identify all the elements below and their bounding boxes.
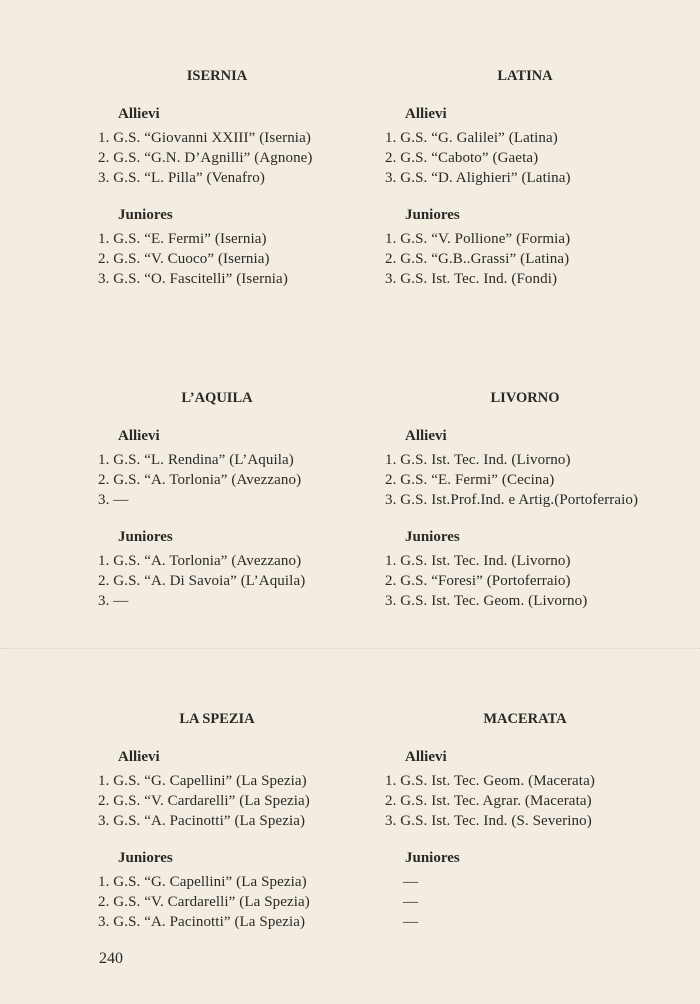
allievi-list-item: 3. –– xyxy=(98,492,129,508)
allievi-list-item: 1. G.S. “G. Capellini” (La Spezia) xyxy=(98,773,307,789)
juniores-list-item: –– xyxy=(403,894,419,910)
allievi-list-item: 1. G.S. “L. Rendina” (L’Aquila) xyxy=(98,452,294,468)
allievi-heading: Allievi xyxy=(405,428,447,444)
allievi-list-item: 2. G.S. “Caboto” (Gaeta) xyxy=(385,150,539,166)
province-title: LIVORNO xyxy=(490,390,560,406)
allievi-list-item: 3. G.S. “L. Pilla” (Venafro) xyxy=(98,170,265,186)
juniores-list-item: 1. G.S. Ist. Tec. Ind. (Livorno) xyxy=(385,553,571,569)
page-fold-line xyxy=(0,648,700,649)
allievi-heading: Allievi xyxy=(405,106,447,122)
province-section xyxy=(98,709,336,932)
juniores-heading: Juniores xyxy=(118,850,173,866)
allievi-list-item: 2. G.S. “G.N. D’Agnilli” (Agnone) xyxy=(98,150,313,166)
juniores-heading: Juniores xyxy=(118,529,173,545)
allievi-list-item: 1. G.S. Ist. Tec. Ind. (Livorno) xyxy=(385,452,571,468)
juniores-list-item: 1. G.S. “V. Pollione” (Formia) xyxy=(385,231,571,247)
juniores-list-item: 2. G.S. “V. Cardarelli” (La Spezia) xyxy=(98,894,310,910)
province-title: LA SPEZIA xyxy=(179,711,255,727)
allievi-list-item: 3. G.S. Ist. Tec. Ind. (S. Severino) xyxy=(385,813,592,829)
allievi-list-item: 1. G.S. “G. Galilei” (Latina) xyxy=(385,130,558,146)
juniores-list-item: 1. G.S. “A. Torlonia” (Avezzano) xyxy=(98,553,302,569)
province-title: ISERNIA xyxy=(186,68,248,84)
juniores-list-item: 1. G.S. “E. Fermi” (Isernia) xyxy=(98,231,267,247)
juniores-list-item: 2. G.S. “G.B..Grassi” (Latina) xyxy=(385,251,570,267)
juniores-list-item: 2. G.S. “V. Cuoco” (Isernia) xyxy=(98,251,270,267)
allievi-list-item: 3. G.S. “D. Alighieri” (Latina) xyxy=(385,170,571,186)
allievi-heading: Allievi xyxy=(405,749,447,765)
juniores-list-item: 3. G.S. Ist. Tec. Ind. (Fondi) xyxy=(385,271,558,287)
juniores-list-item: 3. G.S. Ist. Tec. Geom. (Livorno) xyxy=(385,593,588,609)
province-title: LATINA xyxy=(497,68,553,84)
province-section xyxy=(98,66,336,289)
allievi-list-item: 3. G.S. “A. Pacinotti” (La Spezia) xyxy=(98,813,306,829)
province-title: MACERATA xyxy=(483,711,567,727)
allievi-heading: Allievi xyxy=(118,749,160,765)
juniores-heading: Juniores xyxy=(118,207,173,223)
juniores-list-item: 2. G.S. “A. Di Savoia” (L’Aquila) xyxy=(98,573,306,589)
juniores-list-item: –– xyxy=(403,874,419,890)
juniores-list-item: 3. G.S. “O. Fascitelli” (Isernia) xyxy=(98,271,288,287)
page-number: 240 xyxy=(99,950,123,967)
juniores-list-item: –– xyxy=(403,914,419,930)
province-section xyxy=(385,66,675,289)
province-title: L’AQUILA xyxy=(181,390,253,406)
allievi-heading: Allievi xyxy=(118,106,160,122)
juniores-list-item: 1. G.S. “G. Capellini” (La Spezia) xyxy=(98,874,307,890)
allievi-heading: Allievi xyxy=(118,428,160,444)
allievi-list-item: 1. G.S. “Giovanni XXIII” (Isernia) xyxy=(98,130,311,146)
juniores-list-item: 3. G.S. “A. Pacinotti” (La Spezia) xyxy=(98,914,306,930)
allievi-list-item: 2. G.S. Ist. Tec. Agrar. (Macerata) xyxy=(385,793,592,809)
juniores-heading: Juniores xyxy=(405,529,460,545)
juniores-list-item: 2. G.S. “Foresi” (Portoferraio) xyxy=(385,573,571,589)
allievi-list-item: 2. G.S. “A. Torlonia” (Avezzano) xyxy=(98,472,302,488)
province-section xyxy=(385,709,675,932)
province-section xyxy=(98,388,336,611)
juniores-list-item: 3. –– xyxy=(98,593,129,609)
juniores-heading: Juniores xyxy=(405,207,460,223)
allievi-list-item: 2. G.S. “V. Cardarelli” (La Spezia) xyxy=(98,793,310,809)
province-section xyxy=(385,388,675,611)
juniores-heading: Juniores xyxy=(405,850,460,866)
allievi-list-item: 2. G.S. “E. Fermi” (Cecina) xyxy=(385,472,555,488)
allievi-list-item: 1. G.S. Ist. Tec. Geom. (Macerata) xyxy=(385,773,595,789)
allievi-list-item: 3. G.S. Ist.Prof.Ind. e Artig.(Portoferraio) xyxy=(385,492,639,508)
